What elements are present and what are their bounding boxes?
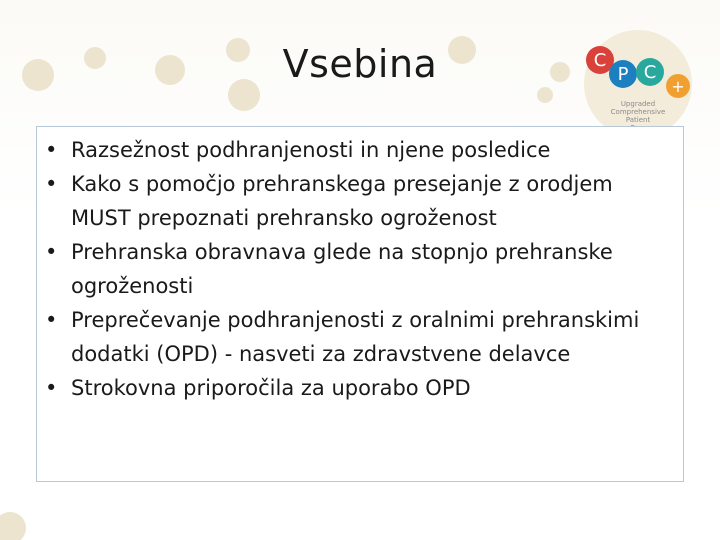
bullet-item	[37, 303, 683, 371]
bullet-dot: •	[45, 376, 58, 400]
content-box	[36, 126, 684, 482]
logo-letter-c2: C	[643, 62, 657, 83]
logo-letter-p: P	[617, 64, 629, 85]
slide-title: Vsebina	[282, 42, 438, 86]
logo-caption-line: Comprehensive	[610, 108, 666, 116]
bullet-text: Kako s pomočjo prehranskega presejanje z orodjem MUST prepoznati prehransko ogroženost	[71, 172, 613, 230]
bullet-text: Preprečevanje podhranjenosti z oralnimi prehranskimi dodatki (OPD) - nasveti za zdravstvene delavce	[71, 308, 640, 366]
bullet-dot: •	[45, 138, 58, 162]
cpc-logo	[578, 28, 698, 140]
bullet-dot: •	[45, 308, 58, 332]
bullet-item	[37, 235, 683, 303]
bullet-text: Strokovna priporočila za uporabo OPD	[71, 376, 471, 400]
logo-caption-line: Upgraded	[620, 100, 656, 108]
logo-letter-plus: +	[671, 77, 685, 96]
logo-letter-c1: C	[593, 50, 607, 71]
bullet-text: Prehranska obravnava glede na stopnjo prehranske ogroženosti	[71, 240, 613, 298]
deco-circle	[0, 512, 26, 540]
logo-caption-line: Patient	[625, 116, 651, 124]
bullet-dot: •	[45, 172, 58, 196]
bullet-item	[37, 167, 683, 235]
deco-circle	[537, 87, 553, 103]
bullet-list	[37, 127, 683, 405]
bullet-text: Razsežnost podhranjenosti in njene posledice	[71, 138, 551, 162]
bullet-item	[37, 133, 683, 167]
bullet-dot: •	[45, 240, 58, 264]
bullet-item	[37, 371, 683, 405]
